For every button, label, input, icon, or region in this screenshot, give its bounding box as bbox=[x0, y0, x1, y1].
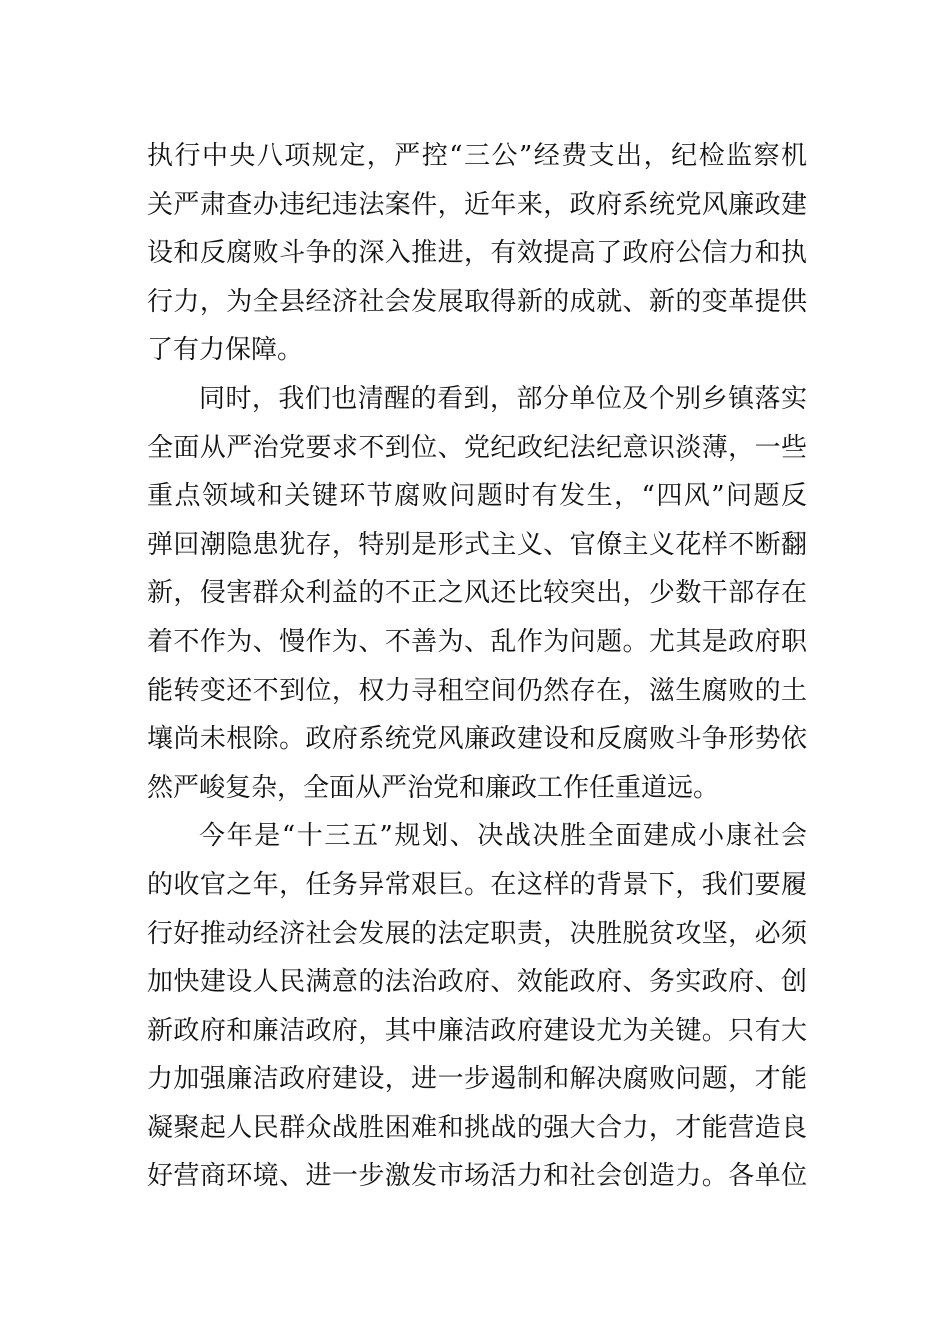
paragraph-2-line-1: 同时，我们也清醒的看到，部分单位及个别乡镇落实 bbox=[199, 383, 807, 414]
paragraph-3-line-4: 加快建设人民满意的法治政府、效能政府、务实政府、创 bbox=[147, 967, 807, 998]
paragraph-1-line-2: 关严肃查办违纪违法案件，近年来，政府系统党风廉政建 bbox=[147, 189, 807, 220]
paragraph-3-line-5: 新政府和廉洁政府，其中廉洁政府建设尤为关键。只有大 bbox=[147, 1015, 807, 1046]
paragraph-2-line-7: 能转变还不到位，权力寻租空间仍然存在，滋生腐败的土 bbox=[147, 675, 807, 706]
paragraph-1-line-5: 了有力保障。 bbox=[147, 335, 304, 366]
paragraph-3-line-8: 好营商环境、进一步激发市场活力和社会创造力。各单位 bbox=[147, 1161, 807, 1192]
paragraph-2-line-8: 壤尚未根除。政府系统党风廉政建设和反腐败斗争形势依 bbox=[147, 724, 807, 755]
paragraph-2-line-4: 弹回潮隐患犹存，特别是形式主义、官僚主义花样不断翻 bbox=[147, 529, 807, 560]
paragraph-2-line-6: 着不作为、慢作为、不善为、乱作为问题。尤其是政府职 bbox=[147, 626, 807, 657]
paragraph-2-line-2: 全面从严治党要求不到位、党纪政纪法纪意识淡薄，一些 bbox=[147, 432, 807, 463]
paragraph-2-line-9: 然严峻复杂，全面从严治党和廉政工作任重道远。 bbox=[147, 772, 720, 803]
paragraph-2-line-5: 新，侵害群众利益的不正之风还比较突出，少数干部存在 bbox=[147, 578, 807, 609]
paragraph-3-line-7: 凝聚起人民群众战胜困难和挑战的强大合力，才能营造良 bbox=[147, 1112, 807, 1143]
paragraph-3-line-3: 行好推动经济社会发展的法定职责，决胜脱贫攻坚，必须 bbox=[147, 918, 807, 949]
paragraph-1-line-1: 执行中央八项规定，严控“三公”经费支出，纪检监察机 bbox=[147, 141, 807, 171]
paragraph-1-line-3: 设和反腐败斗争的深入推进，有效提高了政府公信力和执 bbox=[147, 238, 807, 269]
body-text bbox=[147, 132, 807, 1201]
paragraph-3-line-1: 今年是“十三五”规划、决战决胜全面建成小康社会 bbox=[199, 821, 807, 852]
paragraph-3-line-6: 力加强廉洁政府建设，进一步遏制和解决腐败问题，才能 bbox=[147, 1064, 807, 1095]
paragraph-2-line-3: 重点领域和关键环节腐败问题时有发生，“四风”问题反 bbox=[147, 481, 807, 512]
paragraph-1-line-4: 行力，为全县经济社会发展取得新的成就、新的变革提供 bbox=[147, 286, 807, 317]
paragraph-3-line-2: 的收官之年，任务异常艰巨。在这样的背景下，我们要履 bbox=[147, 869, 807, 900]
